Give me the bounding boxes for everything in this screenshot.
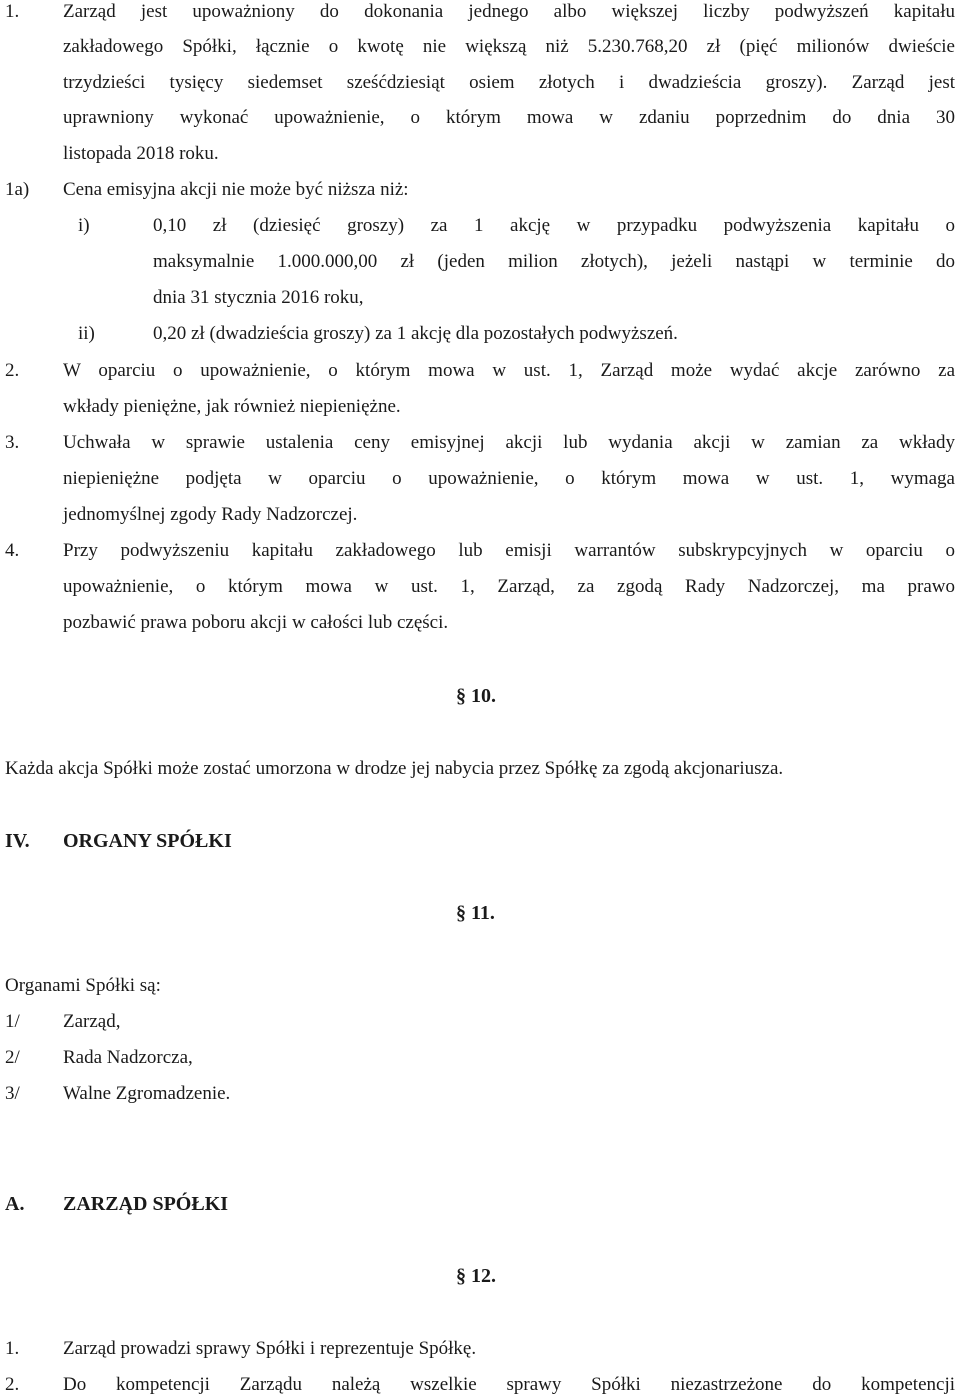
paragraph-line: niepieniężne podjęta w oparciu o upoważnienie, o którym mowa w ust. 1, wymaga bbox=[63, 468, 955, 489]
paragraph-line: upoważnienie, o którym mowa w ust. 1, Zarząd, za zgodą Rady Nadzorczej, ma prawo bbox=[63, 576, 955, 597]
paragraph-line: Zarząd jest upoważniony do dokonania jednego albo większej liczby podwyższeń kapitału bbox=[63, 1, 955, 22]
item-number: 2. bbox=[5, 1374, 20, 1395]
paragraph-line: Cena emisyjna akcji nie może być niższa niż: bbox=[63, 179, 409, 200]
item-number: 1. bbox=[5, 1338, 20, 1359]
section-heading: § 11. bbox=[456, 902, 495, 924]
item-number: 2. bbox=[5, 360, 20, 381]
list-number: 1/ bbox=[5, 1011, 20, 1032]
paragraph-line: Do kompetencji Zarządu należą wszelkie sprawy Spółki niezastrzeżone do kompetencji bbox=[63, 1374, 955, 1395]
paragraph-line: Uchwała w sprawie ustalenia ceny emisyjnej akcji lub wydania akcji w zamian za wkłady bbox=[63, 432, 955, 453]
paragraph-line: pozbawić prawa poboru akcji w całości lub części. bbox=[63, 612, 449, 633]
part-title: ORGANY SPÓŁKI bbox=[63, 830, 232, 852]
item-number: 4. bbox=[5, 540, 20, 561]
paragraph-line: Zarząd prowadzi sprawy Spółki i reprezentuje Spółkę. bbox=[63, 1338, 477, 1359]
paragraph-line: zakładowego Spółki, łącznie o kwotę nie większą niż 5.230.768,20 zł (pięć milionów dwieście bbox=[63, 36, 955, 57]
list-item: Rada Nadzorcza, bbox=[63, 1047, 193, 1068]
section-heading: § 12. bbox=[456, 1265, 496, 1287]
paragraph-line: dnia 31 stycznia 2016 roku, bbox=[153, 287, 364, 308]
part-title: ZARZĄD SPÓŁKI bbox=[63, 1193, 229, 1215]
paragraph-line: listopada 2018 roku. bbox=[63, 143, 219, 164]
paragraph-line: trzydzieści tysięcy siedemset sześćdziesiąt osiem złotych i dwadzieścia groszy). Zarząd jest bbox=[63, 72, 955, 93]
paragraph-line: Organami Spółki są: bbox=[5, 975, 161, 996]
list-number: 3/ bbox=[5, 1083, 20, 1104]
item-number: 3. bbox=[5, 432, 20, 453]
section-heading: § 10. bbox=[456, 685, 496, 707]
paragraph-line: Przy podwyższeniu kapitału zakładowego lub emisji warrantów subskrypcyjnych w oparciu o bbox=[63, 540, 955, 561]
subitem-number: ii) bbox=[78, 323, 95, 344]
item-number: 1. bbox=[5, 1, 20, 22]
list-number: 2/ bbox=[5, 1047, 20, 1068]
part-number: IV. bbox=[5, 830, 30, 852]
paragraph-line: uprawniony wykonać upoważnienie, o którym mowa w zdaniu poprzednim do dnia 30 bbox=[63, 107, 955, 128]
list-item: Walne Zgromadzenie. bbox=[63, 1083, 231, 1104]
paragraph-line: 0,20 zł (dwadzieścia groszy) za 1 akcję dla pozostałych podwyższeń. bbox=[153, 323, 678, 344]
paragraph-line: jednomyślnej zgody Rady Nadzorczej. bbox=[63, 504, 358, 525]
paragraph-line: W oparciu o upoważnienie, o którym mowa w ust. 1, Zarząd może wydać akcje zarówno za bbox=[63, 360, 955, 381]
paragraph-line: 0,10 zł (dziesięć groszy) za 1 akcję w przypadku podwyższenia kapitału o bbox=[153, 215, 955, 236]
item-number: 1a) bbox=[5, 179, 30, 200]
list-item: Zarząd, bbox=[63, 1011, 121, 1032]
part-number: A. bbox=[5, 1193, 25, 1215]
paragraph-line: wkłady pieniężne, jak również niepieniężne. bbox=[63, 396, 401, 417]
paragraph-line: maksymalnie 1.000.000,00 zł (jeden milion złotych), jeżeli nastąpi w terminie do bbox=[153, 251, 955, 272]
paragraph-line: Każda akcja Spółki może zostać umorzona w drodze jej nabycia przez Spółkę za zgodą akcjonariusza. bbox=[5, 758, 784, 779]
subitem-number: i) bbox=[78, 215, 90, 236]
